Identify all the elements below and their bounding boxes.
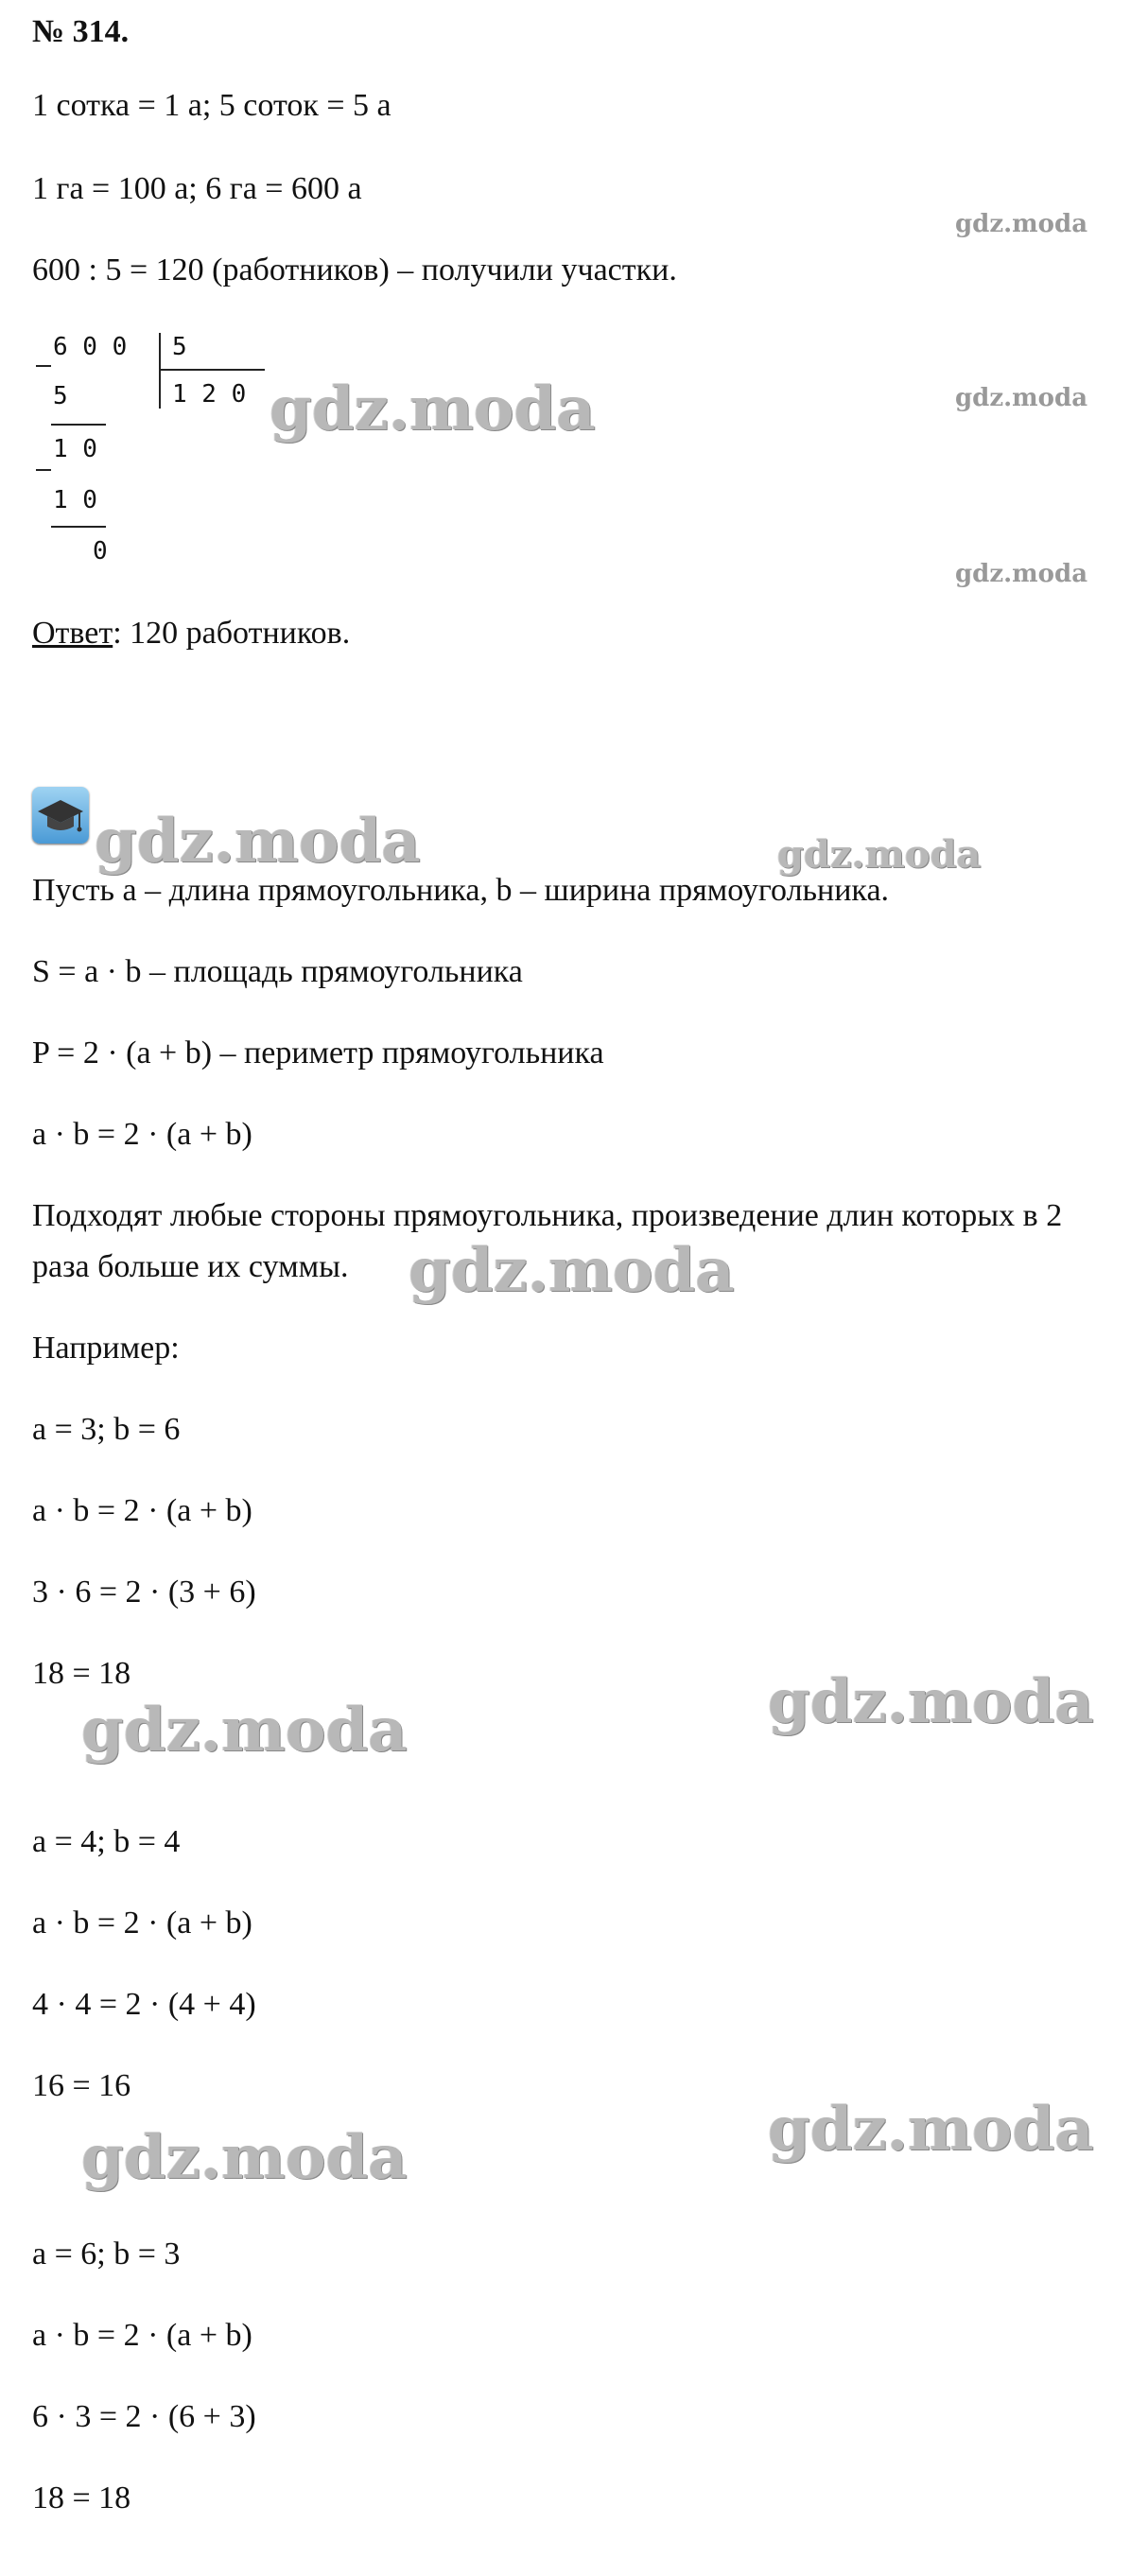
dividend: 6 0 0	[53, 333, 128, 361]
watermark: gdz.moda	[81, 2122, 408, 2193]
final-remainder: 0	[93, 537, 108, 566]
step1-subtrahend: 5	[53, 382, 68, 410]
graduation-cap-icon	[32, 787, 89, 844]
step2-subtrahend: 1 0	[53, 486, 97, 514]
example-3-result: 18 = 18	[32, 2480, 131, 2515]
example-1-values: a = 3; b = 6	[32, 1412, 181, 1447]
line-hectare: 1 га = 100 а; 6 га = 600 а	[32, 171, 362, 206]
example-2-result: 16 = 16	[32, 2068, 131, 2103]
intro-line: Пусть a – длина прямоугольника, b – ширина прямоугольника.	[32, 873, 890, 908]
line-division: 600 : 5 = 120 (работников) – получили участки.	[32, 252, 677, 287]
watermark: gdz.moda	[270, 374, 596, 444]
explain-line-2: раза больше их суммы.	[32, 1249, 349, 1284]
watermark: gdz.moda	[768, 1666, 1094, 1737]
example-2-values: a = 4; b = 4	[32, 1824, 181, 1859]
answer-text: : 120 работников.	[113, 616, 351, 651]
watermark: gdz.moda	[777, 832, 982, 877]
watermark: gdz.moda	[409, 1235, 735, 1306]
area-line: S = a · b – площадь прямоугольника	[32, 954, 523, 989]
watermark: gdz.moda	[955, 560, 1088, 588]
example-3-values: a = 6; b = 3	[32, 2237, 181, 2271]
watermark: gdz.moda	[955, 210, 1088, 238]
explain-line-1: Подходят любые стороны прямоугольника, произведение длин которых в 2	[32, 1198, 1063, 1233]
watermark: gdz.moda	[768, 2094, 1094, 2165]
line-sotka: 1 сотка = 1 а; 5 соток = 5 а	[32, 88, 391, 123]
example-1-formula: a · b = 2 · (a + b)	[32, 1493, 252, 1528]
example-label: Например:	[32, 1331, 180, 1366]
example-2-formula: a · b = 2 · (a + b)	[32, 1906, 252, 1941]
answer	[32, 615, 350, 653]
equation-line: a · b = 2 · (a + b)	[32, 1117, 252, 1152]
watermark: gdz.moda	[955, 384, 1088, 412]
example-2-substitution: 4 · 4 = 2 · (4 + 4)	[32, 1987, 256, 2022]
perimeter-line: P = 2 · (a + b) – периметр прямоугольника	[32, 1036, 604, 1070]
watermark: gdz.moda	[81, 1695, 408, 1766]
answer-label: Ответ	[32, 616, 113, 651]
example-1-substitution: 3 · 6 = 2 · (3 + 6)	[32, 1575, 256, 1610]
example-3-formula: a · b = 2 · (a + b)	[32, 2318, 252, 2353]
step2-remainder: 1 0	[53, 435, 97, 463]
example-1-result: 18 = 18	[32, 1656, 131, 1691]
example-3-substitution: 6 · 3 = 2 · (6 + 3)	[32, 2399, 256, 2434]
divisor: 5	[172, 333, 187, 361]
quotient: 1 2 0	[172, 380, 247, 409]
watermark: gdz.moda	[95, 806, 421, 877]
problem-title: № 314.	[32, 14, 130, 49]
